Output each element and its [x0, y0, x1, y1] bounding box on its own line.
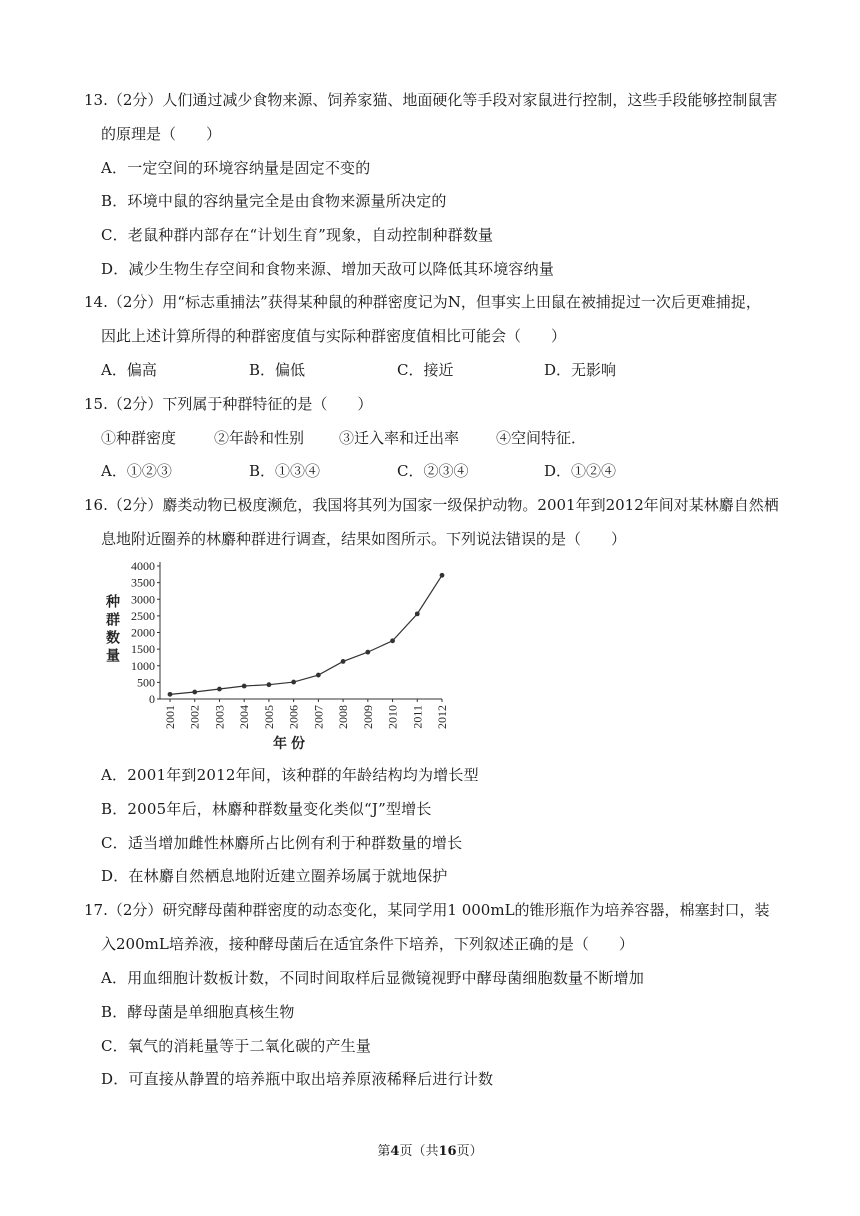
data-point [341, 659, 346, 664]
q17-option-a: A．用血细胞计数板计数，不同时间取样后显微镜视野中酵母菌细胞数量不断增加 [101, 969, 645, 987]
x-tick-label: 2007 [311, 705, 326, 729]
x-tick-label: 2002 [187, 705, 202, 729]
data-point [242, 684, 247, 689]
y-axis [131, 559, 160, 706]
q13-option-b: B．环境中鼠的容纳量完全是由食物来源量所决定的 [101, 192, 447, 210]
y-tick-label: 3500 [131, 575, 155, 590]
y-tick-label: 3000 [131, 592, 155, 607]
footer-page-number: 4 [390, 1144, 400, 1159]
population-line-chart [100, 556, 460, 756]
q16-option-b: B．2005年后，林麝种群数量变化类似“J”型增长 [101, 800, 432, 818]
q13-stem-line2: 的原理是（ ） [101, 125, 222, 143]
q15-option-a: A．①②③ [101, 462, 172, 480]
q15-option-c: C．②③④ [397, 462, 469, 480]
x-tick-label: 2012 [435, 705, 449, 729]
data-point [365, 650, 370, 655]
x-tick-label: 2006 [286, 705, 301, 729]
y-tick-label: 2500 [131, 608, 155, 623]
y-tick-label: 1500 [131, 642, 155, 657]
footer-middle: 页（共 [399, 1144, 439, 1159]
q13-option-a: A．一定空间的环境容纳量是固定不变的 [101, 159, 371, 177]
q15-option-d: D．①②④ [544, 462, 617, 480]
y-tick-label: 4000 [131, 559, 155, 573]
x-tick-label: 2009 [360, 705, 375, 729]
q15-option-b: B．①③④ [249, 462, 321, 480]
data-point [316, 673, 321, 678]
y-tick-label: 2000 [131, 625, 155, 640]
x-tick-label: 2003 [212, 705, 227, 729]
q15-options-row [101, 461, 801, 481]
data-point [291, 680, 296, 685]
data-point [415, 611, 420, 616]
q17-stem-line1: 17.（2分）研究酵母菌种群密度的动态变化，某同学用1 000mL的锥形瓶作为培养容器，棉塞封口，装 [84, 901, 770, 919]
q15-item-2: ②年龄和性别 [214, 429, 305, 447]
q16-stem-line2: 息地附近圈养的林麝种群进行调查，结果如图所示。下列说法错误的是（ ） [101, 530, 627, 548]
series-line [170, 575, 442, 694]
q17-option-c: C．氧气的消耗量等于二氧化碳的产生量 [101, 1037, 372, 1055]
x-tick-label: 2008 [336, 705, 351, 729]
data-point [168, 692, 173, 697]
q16-stem-line1: 16.（2分）麝类动物已极度濒危，我国将其列为国家一级保护动物。2001年到2012年间对某林麝自然栖 [84, 496, 779, 514]
q15-items-row [101, 428, 801, 448]
q13-option-d: D．减少生物生存空间和食物来源、增加天敌可以降低其环境容纳量 [101, 260, 555, 278]
data-point [267, 682, 272, 687]
x-tick-label: 2001 [163, 705, 177, 729]
q16-option-a: A．2001年到2012年间，该种群的年龄结构均为增长型 [101, 766, 479, 784]
q16-option-d: D．在林麝自然栖息地附近建立圈养场属于就地保护 [101, 867, 448, 885]
q13-stem-line1: 13.（2分）人们通过减少食物来源、饲养家猫、地面硬化等手段对家鼠进行控制，这些手段能够控制鼠害 [84, 91, 778, 109]
data-point [217, 687, 222, 692]
x-tick-label: 2004 [237, 705, 252, 729]
x-axis [160, 699, 449, 729]
x-tick-label: 2010 [385, 705, 400, 729]
q14-stem-line2: 因此上述计算所得的种群密度值与实际种群密度值相比可能会（ ） [101, 327, 567, 345]
data-point [192, 690, 197, 695]
q13-option-c: C．老鼠种群内部存在“计划生育”现象，自动控制种群数量 [101, 226, 494, 244]
footer-prefix: 第 [377, 1144, 391, 1159]
q14-option-c: C．接近 [397, 361, 454, 379]
y-tick-label: 1000 [131, 658, 155, 673]
y-tick-label: 500 [137, 675, 155, 690]
q15-stem-line1: 15.（2分）下列属于种群特征的是（ ） [84, 395, 373, 413]
q14-option-d: D．无影响 [544, 361, 617, 379]
q15-item-4: ④空间特征． [496, 429, 587, 447]
data-point [390, 638, 395, 643]
x-tick-label: 2011 [410, 705, 425, 729]
footer-suffix: 页） [456, 1144, 483, 1159]
q14-stem-line1: 14.（2分）用“标志重捕法”获得某种鼠的种群密度记为N，但事实上田鼠在被捕捉过一次后更难捕捉， [84, 293, 761, 311]
page-footer [0, 1140, 860, 1159]
q17-option-d: D．可直接从静置的培养瓶中取出培养原液稀释后进行计数 [101, 1070, 494, 1088]
q16-option-c: C．适当增加雌性林麝所占比例有利于种群数量的增长 [101, 834, 463, 852]
x-axis-label: 年份 [273, 736, 309, 752]
footer-total-pages: 16 [438, 1144, 457, 1159]
q17-stem-line2: 入200mL培养液，接种酵母菌后在适宜条件下培养，下列叙述正确的是（ ） [101, 935, 634, 953]
q17-option-b: B．酵母菌是单细胞真核生物 [101, 1003, 295, 1021]
q15-item-1: ①种群密度 [101, 429, 177, 447]
x-tick-label: 2005 [261, 705, 276, 729]
q14-options-row [101, 360, 801, 380]
q15-item-3: ③迁入率和迁出率 [339, 429, 460, 447]
q14-option-b: B．偏低 [249, 361, 306, 379]
q14-option-a: A．偏高 [101, 361, 157, 379]
data-point [440, 573, 445, 578]
y-axis-label: 种群数量 [104, 594, 120, 666]
y-tick-label: 0 [149, 692, 155, 706]
